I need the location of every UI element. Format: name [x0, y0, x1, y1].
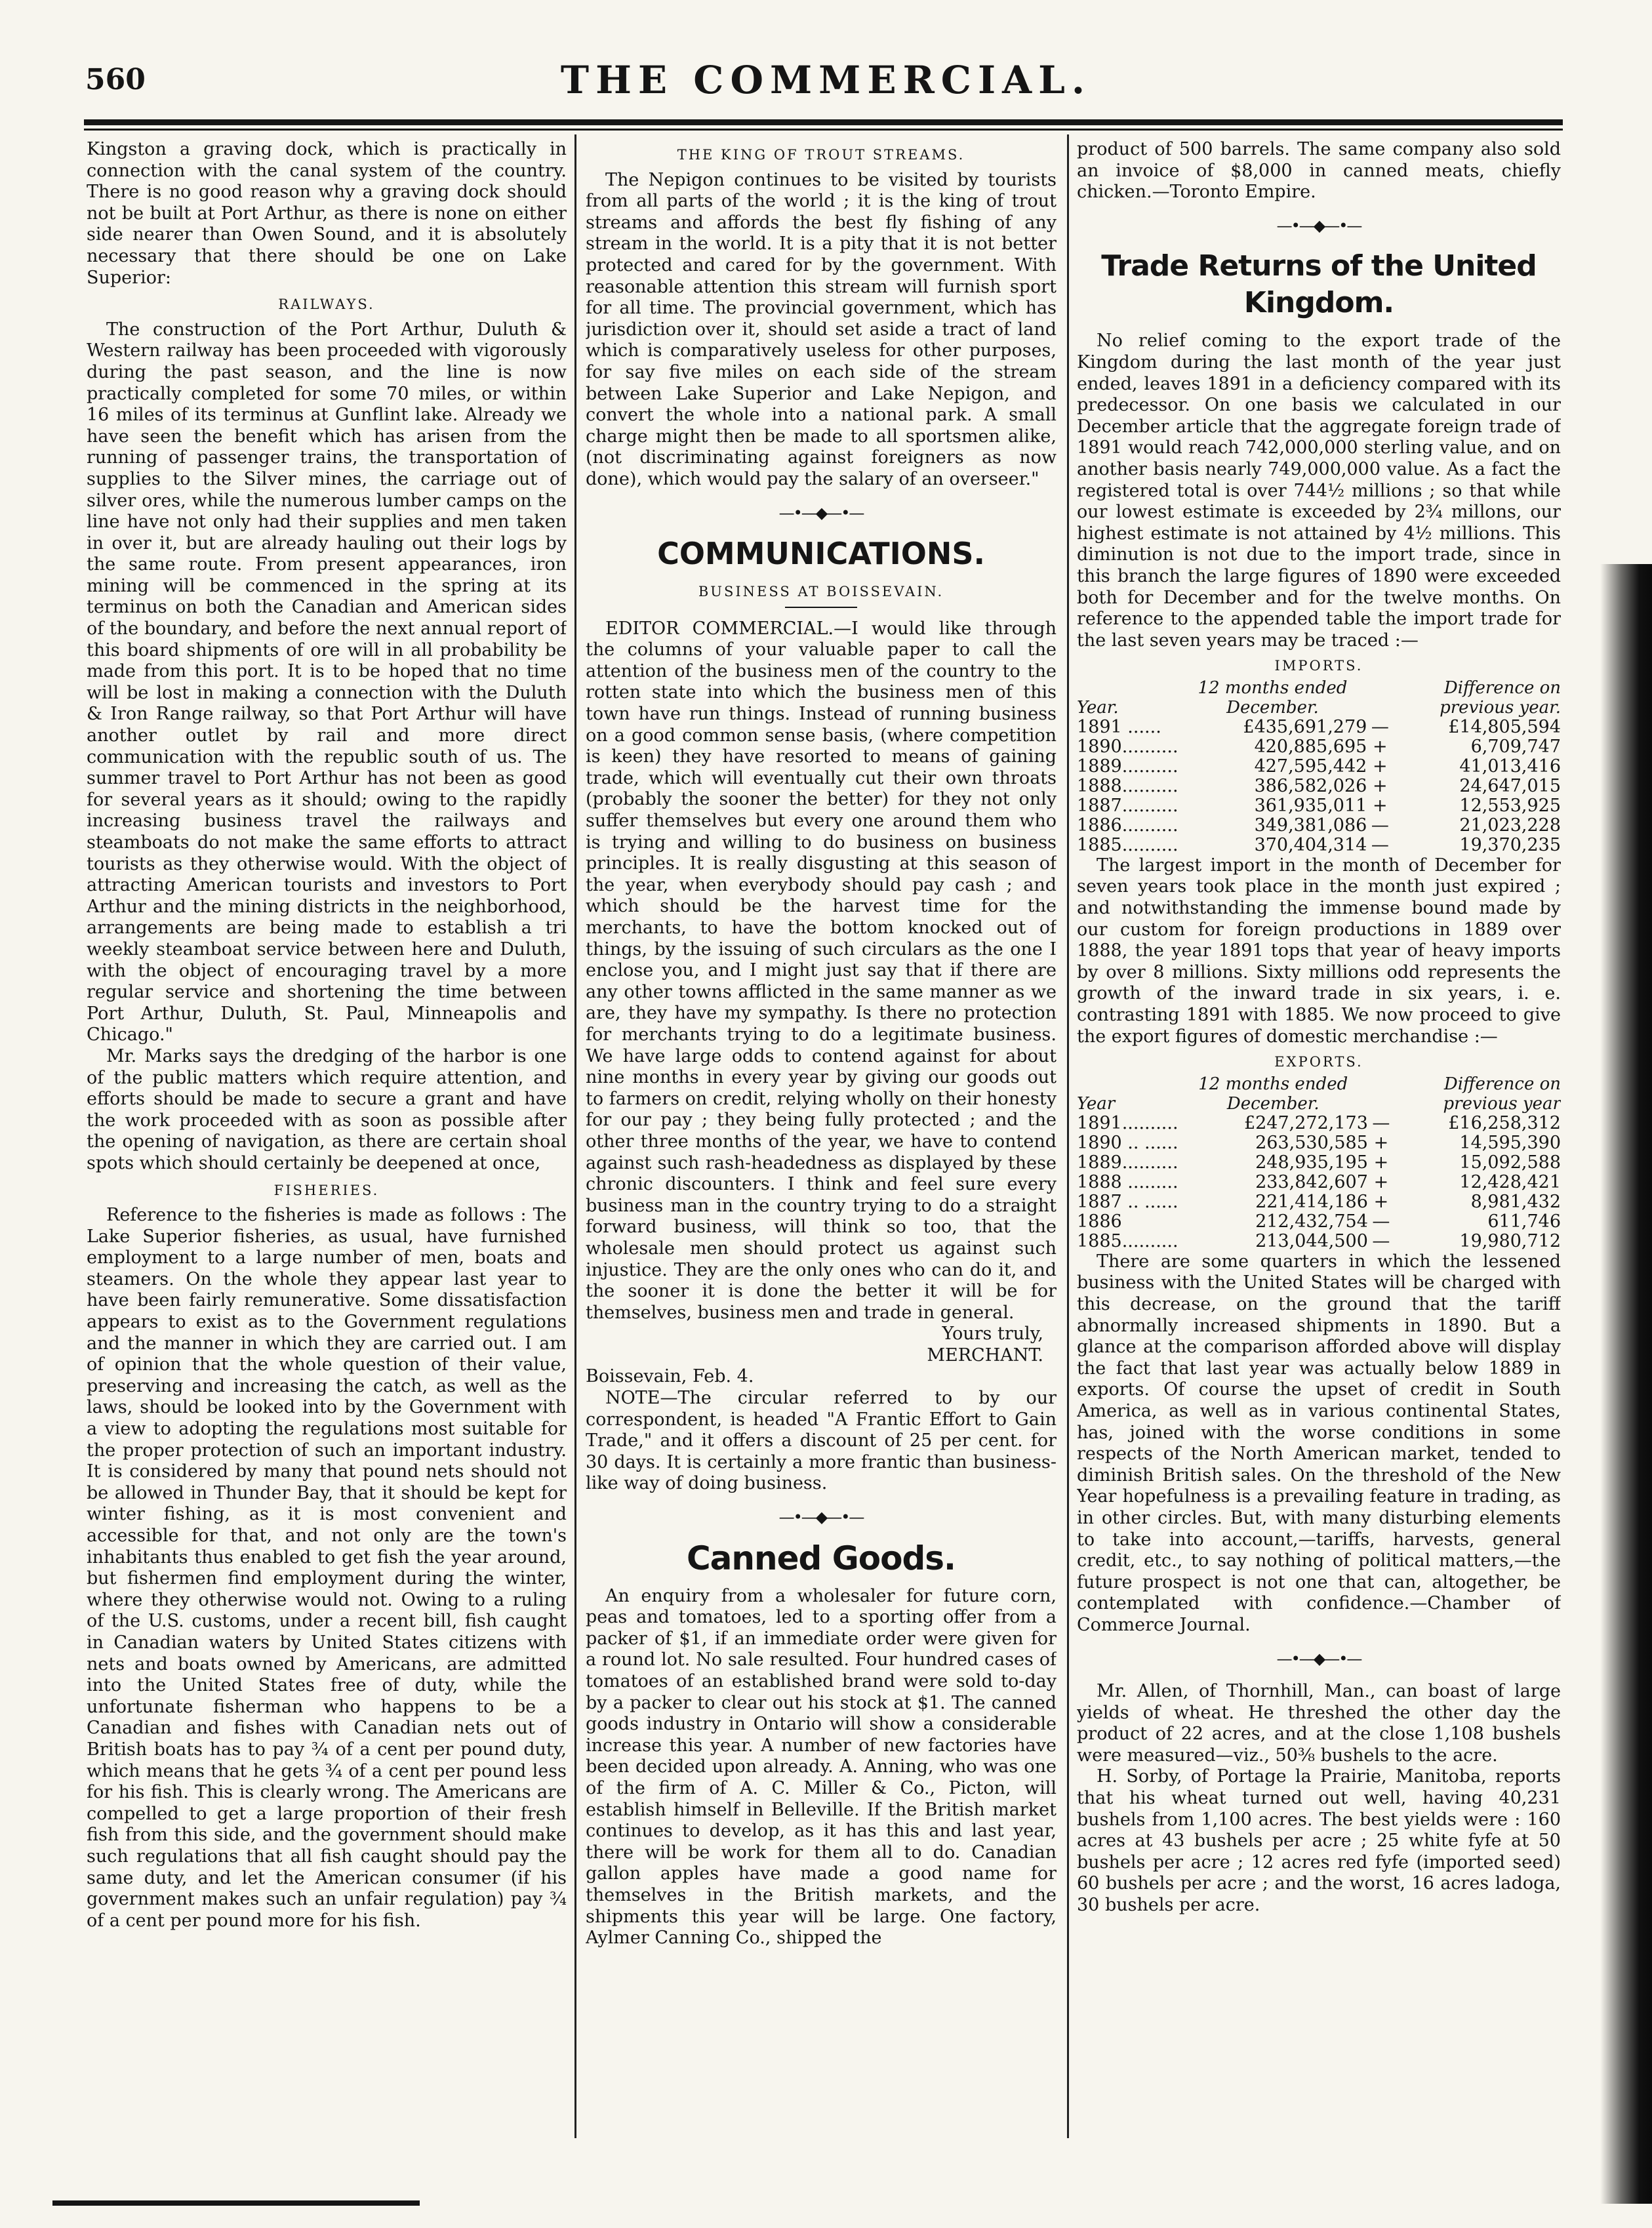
cell-year: 1889..........	[1077, 756, 1179, 777]
paragraph-imports-comment: The largest import in the month of December for seven years took place in the month just expired ; and notwithstanding the immense bound made by our custom for foreign productions in 1889 over 1888, the year 1891 tops that year of heavy imports by over 8 millions. Sixty millions odd represents the growth of the inward trade in six years, i. e. contrasting 1891 with 1885. We now proceed to give the export figures of domestic merchandise :—	[1077, 855, 1561, 1047]
paragraph-trade-intro: No relief coming to the export trade of the Kingdom during the last month of the year just ended, leaves 1891 in a deficiency compared with its predecessor. On one basis we calculated in our December article that the aggregate foreign trade of 1891 would reach 742,000,000 sterling value, and on another basis nearly 749,000,000 value. As a fact the registered total is over 744½ millions ; so that while our lowest estimate is exceeded by 2¾ millons, our highest estimate is not attained by 4½ millions. This diminution is not due to the import trade, since in this branch the large figures of 1890 were exceeded both for December and for the twelve months. On reference to the appended table the import trade for the last seven years may be traced :—	[1077, 331, 1561, 651]
exports-table-title: EXPORTS.	[1274, 1054, 1363, 1070]
cell-diff: 6,709,747	[1470, 736, 1561, 757]
table-row	[1077, 836, 1561, 855]
page-number: 560	[85, 63, 146, 96]
table-row	[1077, 737, 1561, 757]
imports-table-title: IMPORTS.	[1274, 658, 1363, 674]
editor-note	[586, 1388, 1057, 1495]
section-ornament: —•—◆—•—	[778, 503, 864, 522]
cell-sign: +	[1373, 775, 1388, 796]
cell-year: 1891 ......	[1077, 716, 1161, 737]
note-text: —The circular referred to by our correspondent, is headed "A Frantic Effort to Gain Trade," and it offers a discount of 25 per cent. for 30 days. It is certainly a more frantic than business-like way of doing business.	[586, 1388, 1057, 1494]
cell-value: 233,842,607	[1255, 1171, 1368, 1192]
cell-diff: 12,428,421	[1459, 1171, 1561, 1192]
cell-value: 420,885,695	[1254, 736, 1367, 757]
imports-header-months: 12 months ended December.	[1198, 678, 1348, 718]
cell-value: 349,381,086	[1254, 815, 1367, 836]
column-divider-right	[1067, 134, 1069, 2138]
section-ornament: —•—◆—•—	[778, 1508, 864, 1527]
imports-header-difference: Difference on previous year.	[1440, 678, 1561, 718]
table-row	[1077, 1192, 1561, 1212]
letter-dateline: Boissevain, Feb. 4.	[586, 1366, 754, 1387]
column-2	[586, 139, 1057, 2146]
note-label: NOTE	[605, 1388, 660, 1409]
canned-goods-title: Canned Goods.	[686, 1539, 956, 1577]
table-row	[1077, 757, 1561, 777]
cell-year: 1890..........	[1077, 736, 1179, 757]
paragraph-fisheries: Reference to the fisheries is made as follows : The Lake Superior fisheries, as usual, have furnished employment to a large number of men, boats and steamers. On the whole they appear last year to have been fairly remunerative. Some dissatisfaction appears to exist as to the Government regulations and the manner in which they are carried out. I am of opinion that the whole question of their value, preserving and increasing the catch, as well as the laws, should be looked into by the Government with a view to adopting the regulations most suitable for the proper protection of such an important industry. It is considered by many that pound nets should not be allowed in Thunder Bay, that it should be kept for winter fishing, as it is most convenient and accessible for that, and not only are the town's inhabitants thus enabled to get fish the year around, but fishermen find employment during the winter, where they otherwise would not. Owing to a ruling of the U.S. customs, under a recent bill, fish caught in Canadian waters by United States citizens with nets and boats owned by Americans, are admitted into the United States free of duty, while the unfortunate fisherman who happens to be a Canadian and fishes with Canadian nets out of British boats has to pay ¾ of a cent per pound duty, which means that he gets ¾ of a cent per pound less for his fish. This is clearly wrong. The Americans are compelled to get a large proportion of their fresh fish from this side, and the government should make such regulations that all fish caught should pay the same duty, and let the American consumer (if his government makes such an unfair regulation) pay ¾ of a cent per pound more for his fish.	[87, 1205, 567, 1931]
railways-subhead: RAILWAYS.	[278, 296, 375, 313]
cell-value: 361,935,011	[1254, 795, 1367, 816]
cell-diff: 611,746	[1487, 1211, 1561, 1232]
fisheries-subhead: FISHERIES.	[273, 1182, 380, 1198]
paragraph-railways: The construction of the Port Arthur, Duluth & Western railway has been proceeded with vigorously during the past season, and the line is now practically completed for some 70 miles, or within 16 miles of its terminus at Gunflint lake. Already we have seen the benefit which has arisen from the running of passenger trains, the transportation of supplies to the Silver mines, the carriage out of silver ores, while the numerous lumber camps on the line have not only had their supplies and men taken in over it, but are already hauling out their logs by the same route. From present appearances, iron mining will be commenced in the spring at its terminus on both the Canadian and American sides of the boundary, and before the next annual report of this board shipments of ore will in all probability be made from this port. It is to be hoped that no time will be lost in making a connection with the Duluth & Iron Range railway, so that Port Arthur will have another outlet by rail and more direct communication with the republic south of us. The summer travel to Port Arthur has not been as good for several years as it should; owing to the rapidly increasing business travel the railways and steamboats do not make the same efforts to attract tourists as they otherwise would. With the object of attracting American tourists and investors to Port Arthur and the mining districts in the neighborhood, arrangements are being made to establish a tri weekly steamboat service between here and Duluth, with the object of encouraging travel by a more regular service and shortening the time between Port Arthur, Duluth, St. Paul, Minneapolis and Chicago."	[87, 319, 567, 1045]
cell-value: 263,530,585	[1255, 1132, 1368, 1153]
cell-sign: —	[1372, 1230, 1390, 1251]
paragraph-nepigon: The Nepigon continues to be visited by tourists from all parts of the world ; it is the king of trout streams and affords the best fly fishing of any stream in the world. It is a pity that it is not better protected and cared for by the government. With reasonable attention this stream will furnish sport for all time. The provincial government, which has jurisdiction over it, should set aside a tract of land which is comparatively useless for other purposes, for say five miles on each side of the stream between Lake Superior and Lake Nepigon, and convert the whole into a national park. A small charge might then be made to all sportsmen alike, (not discriminating against foreigners as now done), which would pay the salary of an overseer."	[586, 169, 1057, 489]
section-ornament: —•—◆—•—	[1276, 1649, 1361, 1668]
table-row	[1077, 1212, 1561, 1232]
cell-sign: +	[1373, 1191, 1389, 1212]
cell-year: 1889..........	[1077, 1152, 1179, 1173]
communications-title: COMMUNICATIONS.	[657, 536, 985, 572]
cell-year: 1885..........	[1077, 1230, 1179, 1251]
cell-diff: 24,647,015	[1459, 775, 1561, 796]
cell-year: 1888 .........	[1077, 1171, 1179, 1192]
paragraph-sorby-wheat: H. Sorby, of Portage la Prairie, Manitoba, reports that his wheat turned out well, having 40,231 bushels from 1,100 acres. The best yields were : 160 acres at 43 bushels per acre ; 25 white fyfe at 50 bushels per acre ; 12 acres red fyfe (imported seed) 60 bushels per acre ; and the worst, 16 acres ladoga, 30 bushels per acre.	[1077, 1766, 1561, 1916]
cell-sign: +	[1373, 736, 1388, 757]
paragraph-canned-goods: An enquiry from a wholesaler for future corn, peas and tomatoes, led to a sporting offer from a packer of $1, if an immediate order were given for a round lot. No sale resulted. Four hundred cases of tomatoes of an established brand were sold to-day by a packer to clear out his stock at $1. The canned goods industry in Ontario will show a considerable increase this year. A number of new factories have been decided upon already. A. Anning, who was one of the firm of A. C. Miller & Co., Picton, will establish himself in Belleville. If the British market continues to develop, as it has this and last year, there will be work for them all to do. Canadian gallon apples have made a good name for themselves in the British markets, and the shipments this year will be large. One factory, Aylmer Canning Co., shipped the	[586, 1585, 1057, 1949]
table-row	[1077, 796, 1561, 816]
letter-salutation: EDITOR COMMERCIAL.	[605, 618, 834, 639]
section-ornament: —•—◆—•—	[1276, 216, 1361, 235]
column-1	[87, 139, 567, 2146]
column-3	[1077, 139, 1561, 2146]
cell-value: 213,044,500	[1255, 1230, 1368, 1251]
cell-diff: 41,013,416	[1459, 756, 1561, 777]
cell-sign: +	[1373, 1152, 1389, 1173]
cell-sign: +	[1373, 795, 1388, 816]
page-edge-shadow	[1600, 564, 1652, 2204]
cell-year: 1886	[1077, 1211, 1122, 1232]
business-boissevain-subhead: BUSINESS AT BOISSEVAIN.	[698, 584, 944, 600]
cell-sign: —	[1372, 1211, 1390, 1232]
paragraph-canned-continued: product of 500 barrels. The same company also sold an invoice of $8,000 in canned meats, chiefly chicken.—Toronto Empire.	[1077, 139, 1561, 203]
cell-diff: 21,023,228	[1459, 815, 1561, 836]
paragraph-allen-wheat: Mr. Allen, of Thornhill, Man., can boast of large yields of wheat. He threshed the other day the product of 22 acres, and at the close 1,108 bushels were measured—viz., 50⅜ bushels to the acre.	[1077, 1681, 1561, 1766]
cell-value: 212,432,754	[1255, 1211, 1368, 1232]
table-row	[1077, 1153, 1561, 1173]
cell-sign: +	[1373, 1171, 1389, 1192]
cell-year: 1887 .. ......	[1077, 1191, 1179, 1212]
table-row	[1077, 777, 1561, 796]
letter-signature: MERCHANT.	[927, 1345, 1043, 1366]
letter-closing: Yours truly,	[942, 1324, 1043, 1345]
exports-header-difference: Difference on previous year	[1443, 1074, 1561, 1114]
table-row	[1077, 718, 1561, 737]
letter-text: —I would like through the columns of your valuable paper to call the attention of the business men of the country to the rotten state into which the business men of this town have run things. Instead of running business on a good common sense basis, (where competition is keen) they have resorted to means of gaining trade, which will eventually cut their own throats (probably the sooner the better) for they not only suffer themselves but every one around them who is trying and willing to do business on business principles. It is really disgusting at this season of the year, when everybody should pay cash ; and which should be the harvest time for the merchants, to have the bottom knocked out of things, by the issuing of such circulars as the one I enclose you, and I might just say that if there are any other towns afflicted in the same manner as we are, they have my sympathy. Is there no protection for merchants trying to do a legitimate business. We have large odds to contend against for about nine months in every year by giving our goods out to farmers on credit, relying wholly on their honesty for our pay ; they being fully protected ; and the other three months of the year, we have to contend against such rash-headedness as displayed by these chronic discounters. I think and feel sure every business man in the country trying to do a straight forward business, will think so too, that the wholesale men should protect us against such injustice. They are the only ones who can do it, and the sooner it is done the better it will be for themselves, business men and trade in general.	[586, 618, 1057, 1323]
cell-value: £435,691,279	[1243, 716, 1367, 737]
column-divider-left	[574, 134, 576, 2138]
cell-year: 1885..........	[1077, 834, 1179, 855]
paragraph-exports-comment: There are some quarters in which the lessened business with the United States will be charged with this decrease, on the ground that the tariff abnormally increased shipments in 1890. But a glance at the comparison afforded above will display the fact that last year was actually below 1889 in exports. Of course the upset of credit in South America, as well as in various continental States, has, joined with the worse conditions in some respects of the North American market, tended to diminish British sales. On the threshold of the New Year hopefulness is a prevailing feature in trading, as in other circles. But, with many disturbing elements to take into account,—tariffs, harvests, general credit, etc., to say nothing of political matters,—the future prospect is not one that can, altogether, be contemplated with confidence.—Chamber of Commerce Journal.	[1077, 1251, 1561, 1635]
cell-sign: —	[1371, 834, 1389, 855]
cell-year: 1891..........	[1077, 1112, 1179, 1133]
cell-diff: £14,805,594	[1448, 716, 1561, 737]
cell-sign: +	[1373, 756, 1388, 777]
cell-diff: 14,595,390	[1459, 1132, 1561, 1153]
cell-sign: —	[1371, 815, 1389, 836]
cell-value: 221,414,186	[1255, 1191, 1368, 1212]
cell-sign: —	[1371, 716, 1389, 737]
bottom-rule	[52, 2200, 420, 2206]
cell-year: 1888..........	[1077, 775, 1179, 796]
cell-value: 386,582,026	[1254, 775, 1367, 796]
exports-table	[1077, 1074, 1561, 1251]
table-row	[1077, 1173, 1561, 1192]
paragraph-dredging: Mr. Marks says the dredging of the harbor is one of the public matters which require attention, and efforts should be made to secure a grant and have the work proceeded with as soon as possible after the opening of navigation, as there are certain shoal spots which should certainly be deepened at once,	[87, 1045, 567, 1173]
exports-header-year: Year	[1077, 1093, 1116, 1114]
masthead: THE COMMERCIAL.	[560, 58, 1092, 102]
cell-value: £247,272,173	[1243, 1112, 1368, 1133]
imports-header-year: Year.	[1077, 697, 1119, 718]
short-rule	[785, 607, 857, 608]
paragraph-graving-dock: Kingston a graving dock, which is practically in connection with the canal system of the country. There is no good reason why a graving dock should not be built at Port Arthur, as there is none on either side nearer than Owen Sound, and it is absolutely necessary that there should be one on Lake Superior:	[87, 139, 567, 288]
cell-diff: 19,980,712	[1459, 1230, 1561, 1251]
imports-table	[1077, 678, 1561, 855]
table-row	[1077, 1232, 1561, 1251]
cell-sign: +	[1373, 1132, 1389, 1153]
table-row	[1077, 1114, 1561, 1133]
trout-streams-subhead: THE KING OF TROUT STREAMS.	[677, 147, 965, 163]
cell-diff: 19,370,235	[1459, 834, 1561, 855]
cell-diff: 12,553,925	[1459, 795, 1561, 816]
cell-diff: 8,981,432	[1470, 1191, 1561, 1212]
masthead-rule-thin	[84, 129, 1563, 131]
cell-year: 1886..........	[1077, 815, 1179, 836]
trade-returns-title: Trade Returns of the United Kingdom.	[1101, 249, 1537, 320]
table-row	[1077, 816, 1561, 836]
exports-header-months: 12 months ended December.	[1198, 1074, 1348, 1114]
cell-year: 1890 .. ......	[1077, 1132, 1179, 1153]
cell-value: 370,404,314	[1254, 834, 1367, 855]
cell-diff: 15,092,588	[1459, 1152, 1561, 1173]
cell-diff: £16,258,312	[1448, 1112, 1561, 1133]
cell-value: 248,935,195	[1255, 1152, 1368, 1173]
cell-year: 1887..........	[1077, 795, 1179, 816]
cell-sign: —	[1372, 1112, 1390, 1133]
masthead-rule-thick	[84, 119, 1563, 125]
table-row	[1077, 1133, 1561, 1153]
letter-body	[586, 618, 1057, 1324]
cell-value: 427,595,442	[1254, 756, 1367, 777]
